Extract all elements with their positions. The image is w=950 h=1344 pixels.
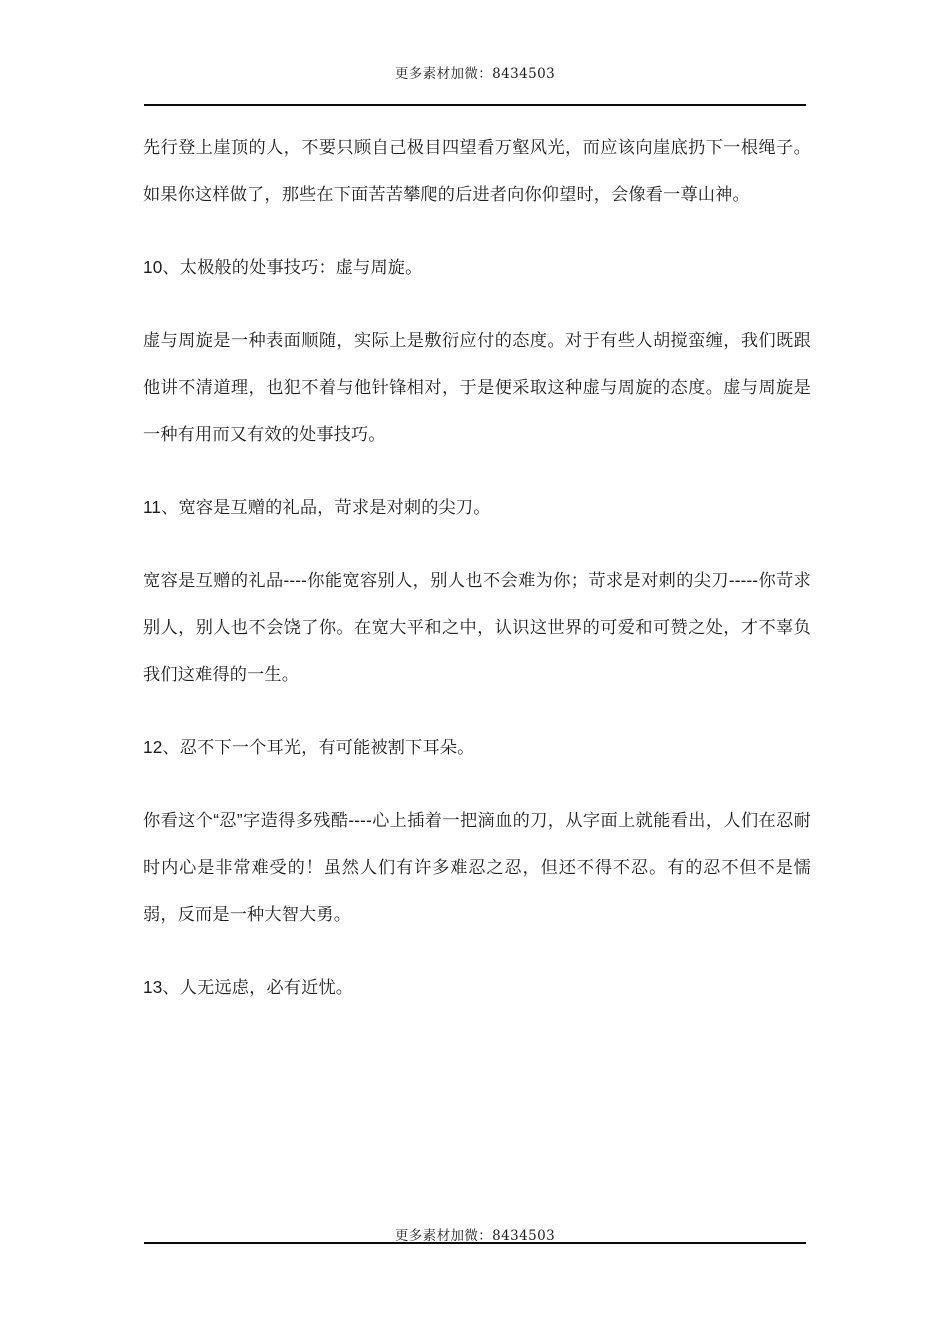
paragraph-item-10: 虚与周旋是一种表面顺随，实际上是敷衍应付的态度。对于有些人胡搅蛮缠，我们既跟他讲不清道理，也犯不着与他针锋相对，于是便采取这种虚与周旋的态度。虚与周旋是一种有用而又有效的处事技巧。 (143, 330, 811, 444)
document-body (143, 124, 811, 1037)
footer-watermark-text: 更多素材加微：8434503 (394, 1228, 556, 1244)
paragraph-item-12: 你看这个“忍”字造得多残酷----心上插着一把滴血的刀，从字面上就能看出，人们在忍耐时内心是非常难受的！虽然人们有许多难忍之忍，但还不得不忍。有的忍不但不是懦弱，反而是一种大智大勇。 (143, 810, 811, 924)
heading-item-13: 13、人无远虑，必有近忧。 (143, 977, 354, 997)
header-watermark-text: 更多素材加微：8434503 (394, 66, 556, 82)
heading-item-11: 11、宽容是互赠的礼品，苛求是对刺的尖刀。 (143, 497, 491, 517)
paragraph-item-11: 宽容是互赠的礼品----你能宽容别人，别人也不会难为你；苛求是对刺的尖刀-----你苛求别人，别人也不会饶了你。在宽大平和之中，认识这世界的可爱和可赞之处，才不辜负我们这难得的一生。 (143, 570, 811, 684)
page-header (144, 62, 806, 83)
paragraph-cliff-rope: 先行登上崖顶的人，不要只顾自己极目四望看万壑风光，而应该向崖底扔下一根绳子。如果你这样做了，那些在下面苦苦攀爬的后进者向你仰望时，会像看一尊山神。 (143, 137, 811, 204)
footer-rule (144, 1242, 806, 1244)
header-rule (144, 104, 806, 106)
heading-item-12: 12、忍不下一个耳光，有可能被割下耳朵。 (143, 737, 475, 757)
heading-item-10: 10、太极般的处事技巧：虚与周旋。 (143, 257, 423, 277)
